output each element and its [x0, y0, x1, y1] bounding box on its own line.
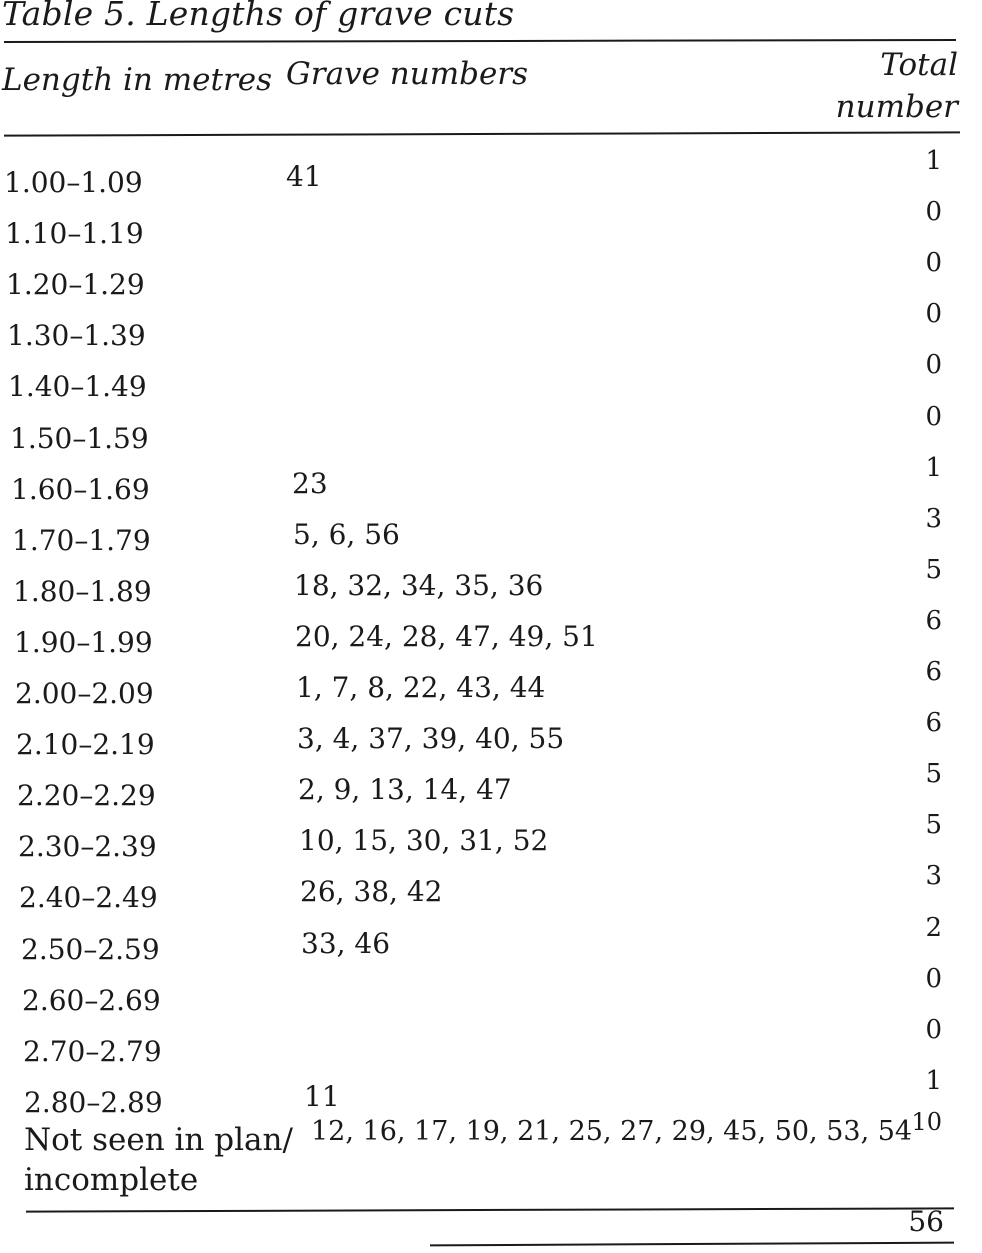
row-total: 3	[925, 861, 942, 892]
header-total-number	[836, 44, 958, 128]
row-length: 1.40–1.49	[8, 370, 147, 404]
row-grave-numbers: 33, 46	[301, 926, 391, 960]
row-grave-numbers: 23	[292, 466, 328, 500]
table-row	[0, 299, 982, 370]
row-total: 3	[925, 503, 942, 534]
table-row	[0, 554, 982, 626]
row-total: 0	[925, 963, 942, 994]
row-length: 2.70–2.79	[23, 1034, 162, 1068]
table-row	[0, 197, 982, 268]
header-length: Length in metres	[2, 62, 273, 98]
row-length: 2.30–2.39	[18, 830, 157, 864]
row-total: 1	[925, 452, 942, 483]
row-length: 2.00–2.09	[15, 677, 154, 710]
table-row	[0, 708, 982, 779]
top-rule	[4, 39, 956, 43]
row-length: 2.20–2.29	[17, 779, 156, 813]
row-length: 1.00–1.09	[4, 166, 143, 199]
table-row	[0, 605, 982, 677]
grand-total: 56	[908, 1205, 944, 1238]
row-length: 2.60–2.69	[22, 983, 161, 1017]
table-row	[0, 503, 982, 575]
row-length-not-seen: Not seen in plan/ incomplete	[24, 1122, 293, 1198]
header-rule	[4, 131, 960, 136]
table-row	[0, 963, 982, 1035]
row-grave-numbers: 2, 9, 13, 14, 47	[298, 773, 512, 807]
row-grave-numbers: 18, 32, 34, 35, 36	[294, 568, 544, 602]
row-total: 0	[925, 350, 942, 381]
row-total: 0	[925, 299, 942, 330]
table-row	[0, 350, 982, 421]
row-total: 0	[925, 197, 942, 228]
row-total: 5	[925, 759, 942, 790]
row-grave-numbers: 41	[286, 160, 322, 193]
table-row	[0, 401, 982, 473]
table-title: Table 5. Lengths of grave cuts	[2, 0, 515, 33]
table-row	[0, 1014, 982, 1086]
row-total: 0	[925, 248, 942, 279]
header-total-line2: number	[835, 89, 958, 125]
table-row	[0, 146, 982, 217]
row-length: 1.70–1.79	[12, 523, 151, 557]
row-total: 1	[925, 1065, 942, 1096]
row-length: 2.80–2.89	[24, 1085, 163, 1119]
row-grave-numbers: 26, 38, 42	[300, 875, 443, 909]
row-grave-numbers: 11	[304, 1079, 340, 1113]
row-length: 1.20–1.29	[6, 268, 145, 302]
table-row	[0, 452, 982, 524]
bottom-rule	[26, 1207, 954, 1212]
table-row	[0, 861, 982, 932]
header-grave-numbers: Grave numbers	[286, 56, 529, 92]
table-row	[0, 657, 982, 728]
row-length: 1.60–1.69	[11, 472, 150, 506]
row-grave-numbers: 3, 4, 37, 39, 40, 55	[297, 722, 565, 756]
table-row	[0, 912, 982, 984]
row-length: 1.30–1.39	[7, 319, 146, 353]
row-total: 5	[925, 810, 942, 841]
row-grave-numbers: 20, 24, 28, 47, 49, 51	[295, 619, 598, 653]
row-total: 1	[925, 146, 942, 176]
table-row	[0, 248, 982, 319]
row-graves-not-seen: 12, 16, 17, 19, 21, 25, 27, 29, 45, 50, 53, 54	[311, 1116, 913, 1147]
row-total: 2	[925, 912, 942, 943]
final-rule	[430, 1242, 954, 1247]
row-total: 0	[925, 1014, 942, 1045]
row-total: 6	[925, 605, 942, 636]
row-grave-numbers: 10, 15, 30, 31, 52	[299, 824, 549, 858]
row-length: 2.40–2.49	[19, 881, 158, 915]
row-length: 1.90–1.99	[14, 625, 153, 659]
row-length: 2.50–2.59	[21, 932, 160, 966]
row-grave-numbers: 5, 6, 56	[293, 517, 400, 551]
row-total: 5	[925, 554, 942, 585]
table-row	[0, 759, 982, 830]
header-total-line1: Total	[880, 47, 958, 83]
row-length: 1.10–1.19	[5, 217, 144, 251]
row-grave-numbers: 1, 7, 8, 22, 43, 44	[296, 671, 546, 704]
table-row	[0, 810, 982, 881]
row-length: 2.10–2.19	[16, 728, 155, 762]
row-total: 6	[925, 657, 942, 687]
row-total-not-seen: 10	[911, 1108, 942, 1136]
row-total: 6	[925, 708, 942, 739]
row-length: 1.80–1.89	[13, 574, 152, 608]
row-length: 1.50–1.59	[10, 421, 149, 455]
row-total: 0	[925, 401, 942, 432]
